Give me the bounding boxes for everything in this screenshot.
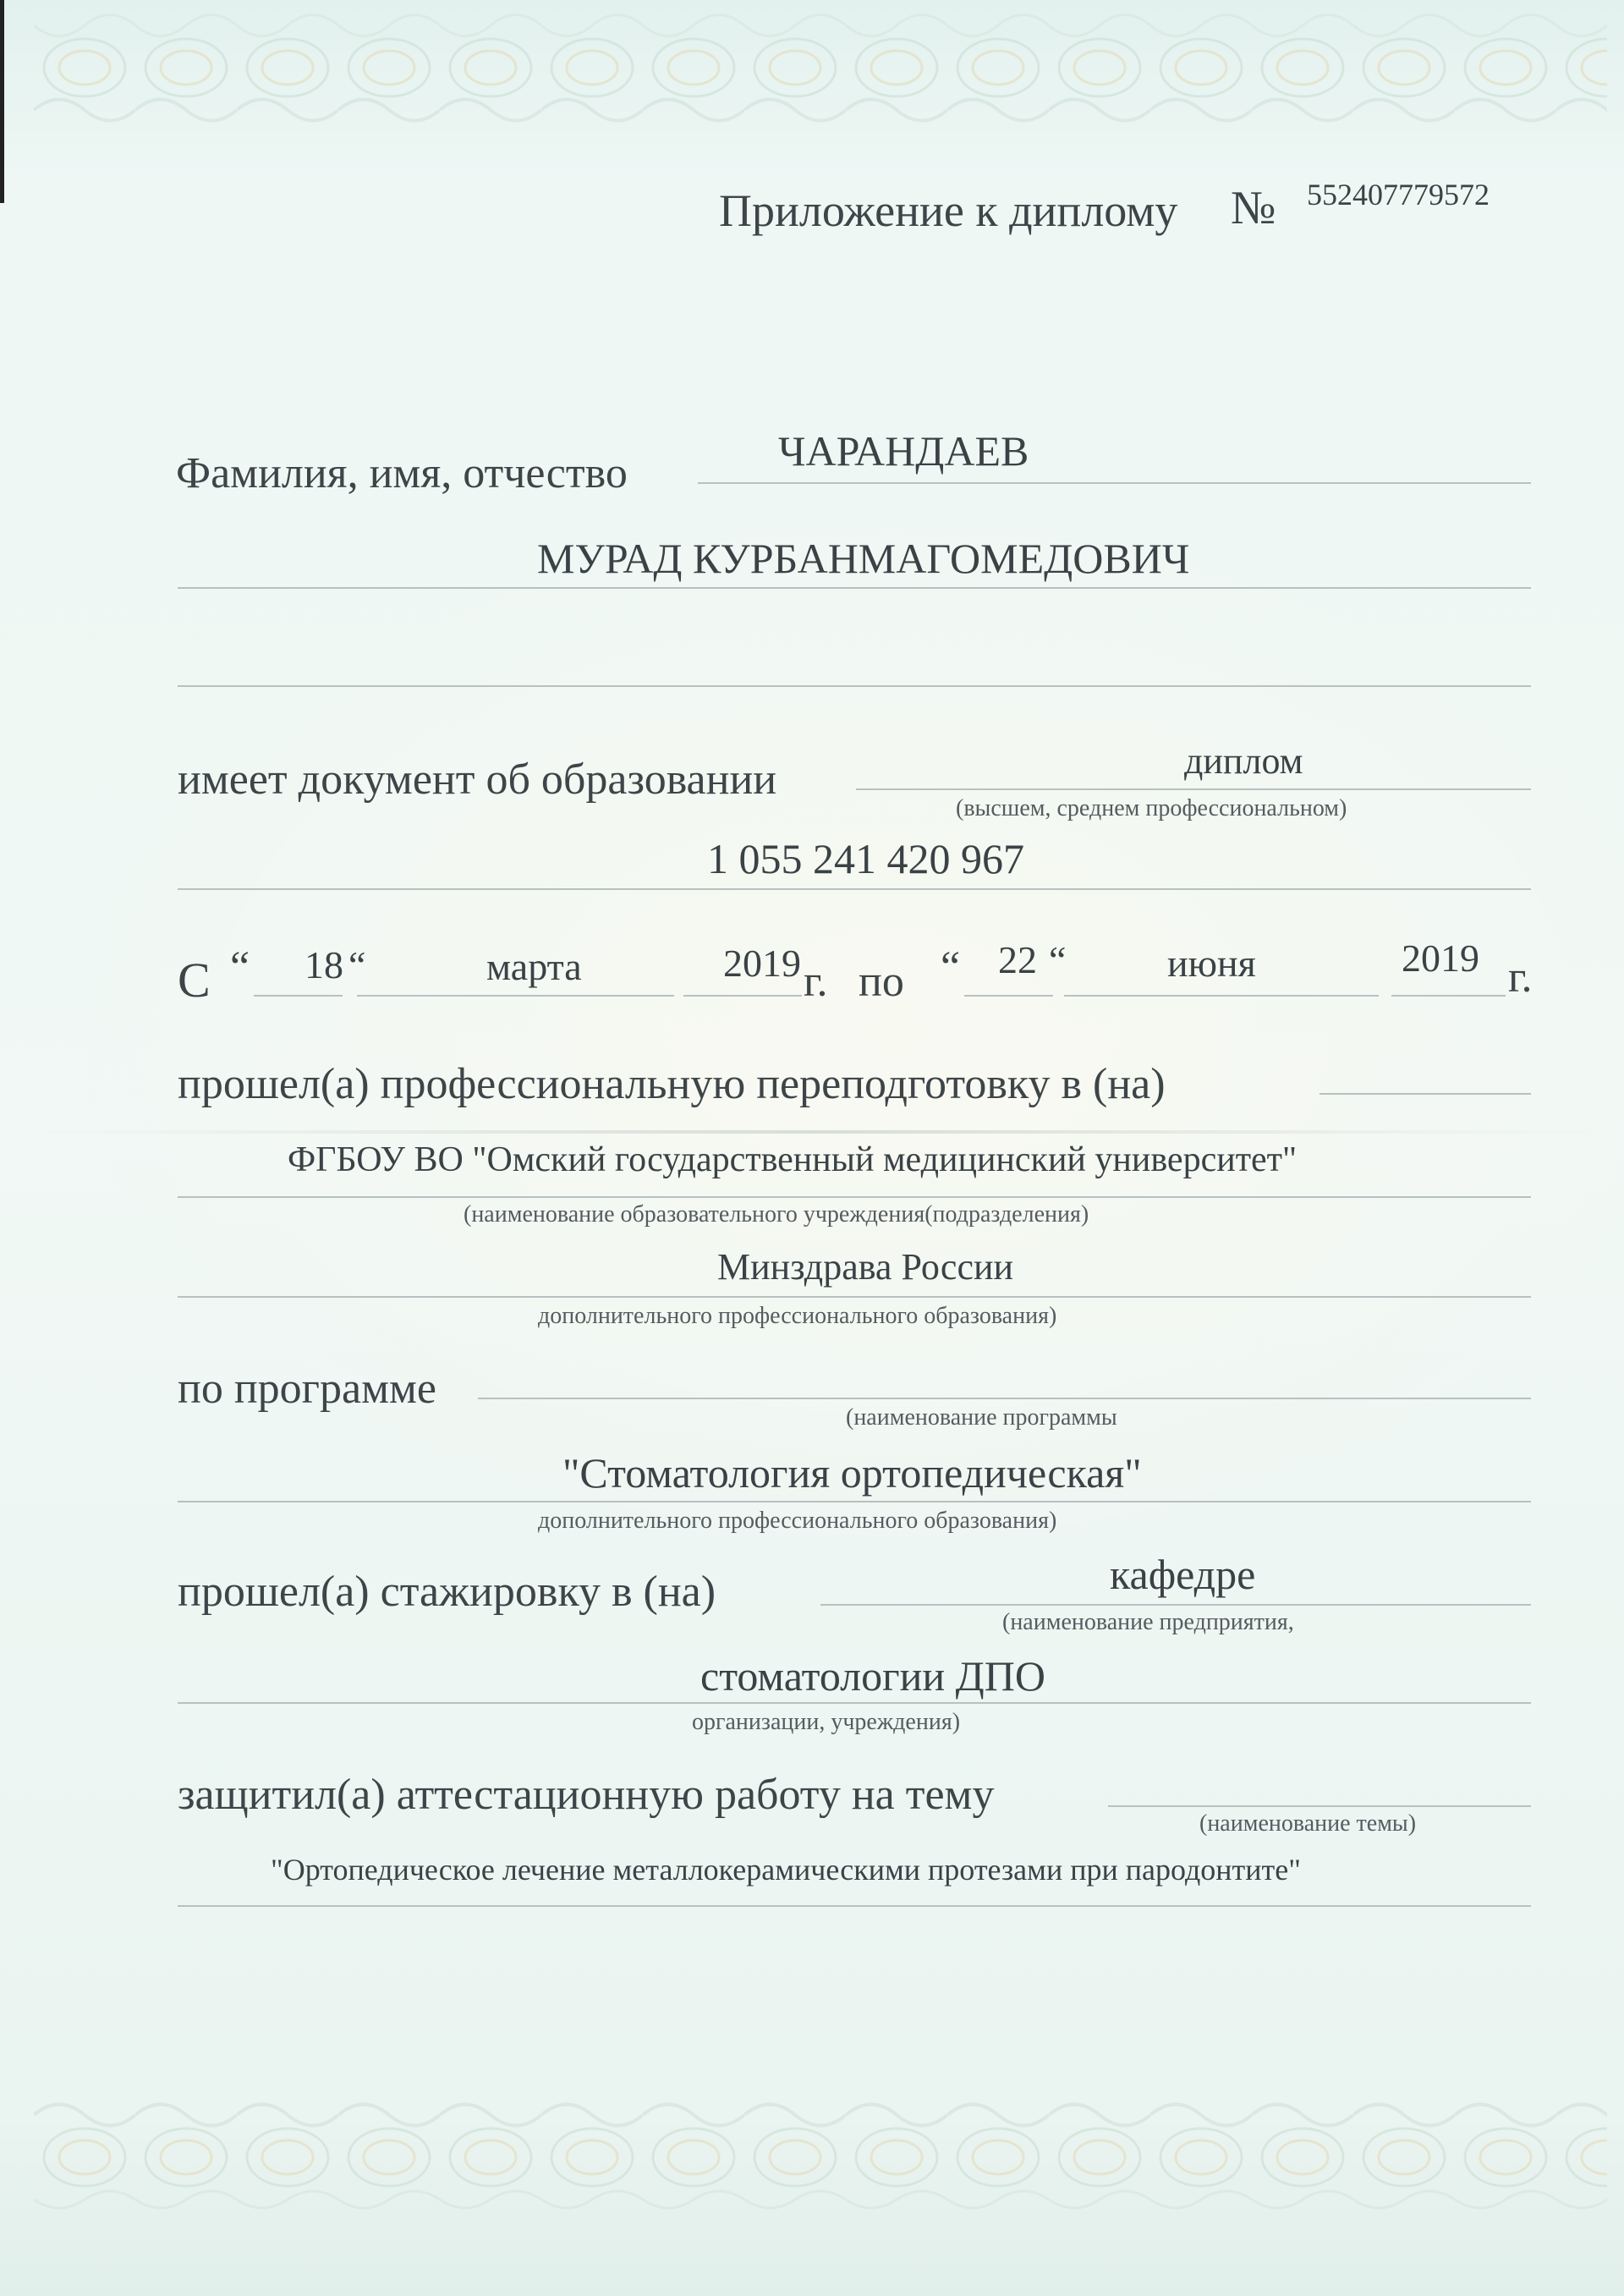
period-to-year-suffix: г. (1508, 953, 1533, 1002)
period-to-year: 2019 (1402, 937, 1479, 980)
internship-label: прошел(а) стажировку в (на) (178, 1568, 716, 1616)
line-internship (820, 1604, 1531, 1606)
period-to-word: по (859, 958, 904, 1006)
name-patronymic: МУРАД КУРБАНМАГОМЕДОВИЧ (537, 535, 1190, 582)
line-name (178, 587, 1531, 589)
line-institution (178, 1196, 1531, 1198)
line-from-month (357, 995, 674, 997)
retraining-label: прошел(а) профессиональную переподготовку в (на) (178, 1060, 1166, 1108)
period-close-quote: “ (348, 943, 366, 986)
line-retraining (1320, 1093, 1531, 1095)
number-sign: № (1231, 182, 1276, 234)
retraining-caption2: дополнительного профессионального образования) (538, 1303, 1057, 1329)
period-year-suffix: г. (804, 958, 828, 1006)
line-surname (698, 482, 1531, 484)
line-empty (178, 685, 1531, 687)
line-from-day (254, 995, 343, 997)
fio-label: Фамилия, имя, отчество (176, 449, 628, 497)
program-label: по программе (178, 1365, 436, 1413)
education-caption: (высшем, среднем профессиональном) (956, 795, 1347, 821)
education-label: имеет документ об образовании (178, 755, 777, 804)
retraining-institution2: Минздрава России (717, 1246, 1014, 1288)
diploma-number: 552407779572 (1307, 178, 1490, 211)
line-to-day (964, 995, 1053, 997)
line-program-name (178, 1501, 1531, 1502)
period-from-year: 2019 (723, 942, 801, 985)
ornament-top (34, 8, 1607, 135)
internship-caption1: (наименование предприятия, (1002, 1609, 1294, 1635)
education-doc-number: 1 055 241 420 967 (707, 835, 1024, 882)
period-to-day: 22 (998, 938, 1037, 981)
line-to-month (1064, 995, 1379, 997)
retraining-caption1: (наименование образовательного учреждения(подразделения) (464, 1201, 1089, 1228)
line-thesis (1108, 1805, 1531, 1807)
line-doc-number (178, 888, 1531, 890)
line-institution2 (178, 1296, 1531, 1298)
period-from-prefix: С (178, 953, 211, 1008)
ornament-bottom (34, 2090, 1607, 2216)
program-caption2: дополнительного профессионального образования) (538, 1508, 1057, 1534)
program-caption1: (наименование программы (846, 1404, 1117, 1431)
period-to-month: июня (1167, 942, 1256, 985)
program-name: "Стоматология ортопедическая" (562, 1449, 1142, 1497)
internship-caption2: организации, учреждения) (692, 1709, 961, 1735)
internship-place1: кафедре (1110, 1551, 1256, 1598)
scan-edge (0, 0, 4, 203)
period-from-day: 18 (304, 943, 343, 986)
education-doc-type: диплом (1184, 740, 1303, 782)
paper-fold (34, 1130, 1607, 1134)
thesis-topic: "Ортопедическое лечение металлокерамическими протезами при пародонтите" (271, 1853, 1301, 1887)
period-to-close-quote: “ (1049, 938, 1067, 981)
line-internship2 (178, 1702, 1531, 1704)
thesis-label: защитил(а) аттестационную работу на тему (178, 1771, 995, 1819)
line-doc-type (856, 788, 1531, 790)
period-to-open-quote: “ (941, 943, 961, 991)
period-from-month: марта (486, 945, 582, 988)
line-thesis-topic (178, 1905, 1531, 1907)
header-title: Приложение к диплому (719, 185, 1178, 236)
line-to-year (1391, 995, 1506, 997)
line-program (478, 1398, 1531, 1399)
surname: ЧАРАНДАЕВ (778, 427, 1029, 475)
thesis-caption: (наименование темы) (1199, 1810, 1417, 1837)
line-from-year (683, 995, 802, 997)
period-open-quote: “ (230, 943, 250, 991)
internship-place2: стоматологии ДПО (700, 1652, 1045, 1700)
retraining-institution: ФГБОУ ВО "Омский государственный медицинский университет" (288, 1140, 1298, 1179)
